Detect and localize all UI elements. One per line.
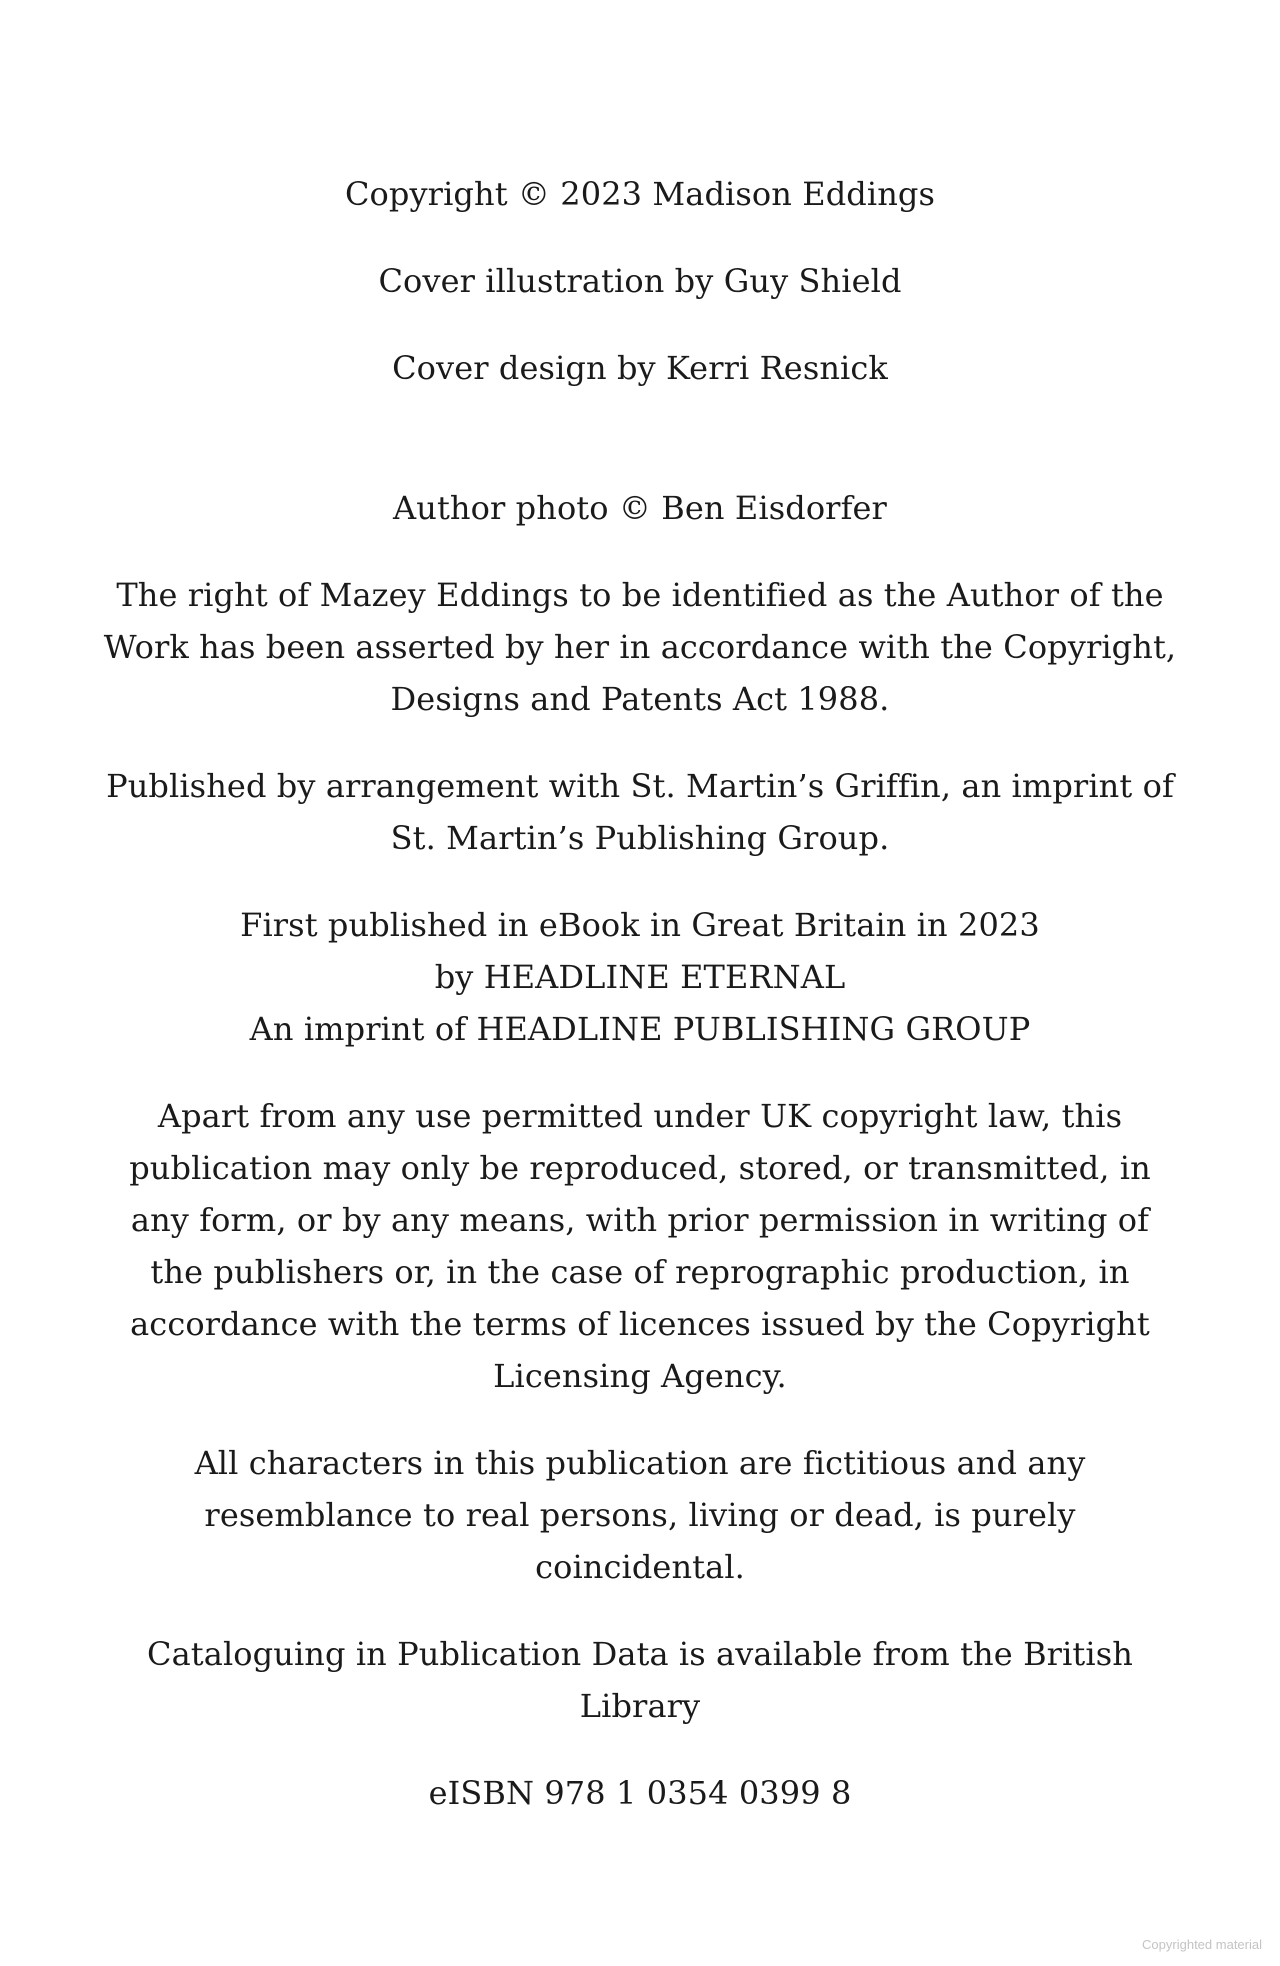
cover-design-line: Cover design by Kerri Resnick [392, 349, 888, 387]
isbn-line: eISBN 978 1 0354 0399 8 [428, 1774, 852, 1812]
cip-line-1: Cataloguing in Publication Data is available from the British [147, 1635, 1133, 1673]
copyright-line: Copyright © 2023 Madison Eddings [344, 175, 936, 213]
arrangement-line-2: St. Martin’s Publishing Group. [390, 819, 890, 857]
moral-rights-line-2: Work has been asserted by her in accordance with the Copyright, [103, 628, 1177, 666]
permissions-line-1: Apart from any use permitted under UK copyright law, this [157, 1097, 1123, 1135]
copyrighted-material-watermark: Copyrighted material [1142, 1937, 1262, 1952]
fiction-disclaimer-line-3: coincidental. [535, 1548, 745, 1586]
fiction-disclaimer-paragraph [100, 1437, 1180, 1593]
copyright-text-block [100, 168, 1180, 1819]
cover-design-credit [100, 342, 1180, 394]
first-published-line-3: An imprint of HEADLINE PUBLISHING GROUP [249, 1010, 1031, 1048]
cover-illustration-line: Cover illustration by Guy Shield [378, 262, 902, 300]
first-published-paragraph [100, 899, 1180, 1055]
copyright-notice [100, 168, 1180, 220]
arrangement-paragraph [100, 760, 1180, 864]
permissions-line-2: publication may only be reproduced, stored, or transmitted, in [129, 1149, 1151, 1187]
moral-rights-line-1: The right of Mazey Eddings to be identified as the Author of the [116, 576, 1164, 614]
arrangement-line-1: Published by arrangement with St. Martin’s Griffin, an imprint of [106, 767, 1174, 805]
fiction-disclaimer-line-1: All characters in this publication are fictitious and any [194, 1444, 1086, 1482]
permissions-line-4: the publishers or, in the case of reprographic production, in [150, 1253, 1130, 1291]
cip-paragraph [100, 1628, 1180, 1732]
first-published-line-1: First published in eBook in Great Britain in 2023 [240, 906, 1040, 944]
permissions-paragraph [100, 1090, 1180, 1402]
moral-rights-line-3: Designs and Patents Act 1988. [390, 680, 890, 718]
permissions-line-6: Licensing Agency. [493, 1357, 787, 1395]
permissions-line-5: accordance with the terms of licences issued by the Copyright [130, 1305, 1150, 1343]
author-photo-credit [100, 482, 1180, 534]
fiction-disclaimer-line-2: resemblance to real persons, living or dead, is purely [204, 1496, 1076, 1534]
moral-rights-paragraph [100, 569, 1180, 725]
cip-line-2: Library [579, 1687, 701, 1725]
cover-illustration-credit [100, 255, 1180, 307]
permissions-line-3: any form, or by any means, with prior permission in writing of [130, 1201, 1150, 1239]
isbn-paragraph [100, 1767, 1180, 1819]
author-photo-line: Author photo © Ben Eisdorfer [393, 489, 887, 527]
first-published-line-2: by HEADLINE ETERNAL [434, 958, 846, 996]
